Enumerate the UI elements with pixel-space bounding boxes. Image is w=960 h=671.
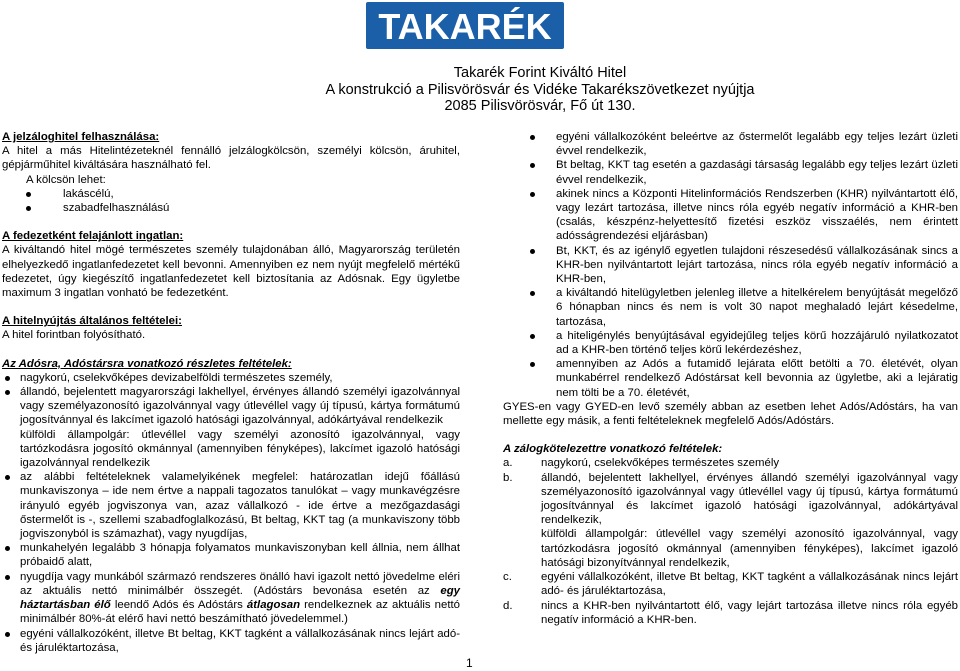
- list-item: munkahelyén legalább 3 hónapja folyamatos munkaviszonyban kell állnia, nem állhat próbaidő alatt,: [2, 541, 460, 569]
- kolcson-list: [2, 187, 460, 215]
- list-item: a hiteligénylés benyújtásával egyidejűleg teljes körű hozzájáruló nyilatkozatot ad a KHR-ben történő teljes körű lekérdezéshez,: [503, 329, 958, 357]
- item-text: állandó, bejelentett lakhellyel, érvényes állandó személyi igazolvánnyal vagy személyazonosító igazolvánnyal vagy útlevéllel vagy új típusú, kártya formátumú jogosítvánnyal és lakcímet igazoló hatósági igazolvánnyal, adókártyával rendelkezik, külföldi állampolgár: útlevéllel vagy személyi azonosító igazolvánnyal, vagy tartózkodásra jogosító okmánnyal (amennyiben fényképes), lakcímet igazoló hatósági bizonyítvánnyal rendelkezik,: [541, 471, 958, 569]
- item-text: nincs a KHR-ben nyilvántartott élő, vagy lejárt tartozása illetve nincs róla egyéb negatív információ a KHR-ben.: [541, 599, 958, 626]
- section-title-fedezet: A fedezetként felajánlott ingatlan:: [2, 230, 184, 243]
- list-item: az alábbi feltételeknek valamelyikének megfelel: határozatlan idejű főállású munkaviszonya – ide nem értve a nappali tagozatos tanulókat – vagy munkavégzésre irányuló egyéb jogviszonya van, azaz vállalkozó - ide értve a mezőgazdasági őstermelőt is -, szellemi szabadfoglalkozású, Bt beltag, KKT tag (a munkaviszony több jogviszonyból is számazhat), vagy nyugdíjas,: [2, 470, 460, 541]
- fedezet-text: A kiváltandó hitel mögé természetes személy tulajdonában álló, Magyarország területén elhelyezkedő ingatlanfedezetet kell bevonni. Amennyiben ez nem nyújt megfelelő mértékű fedezetet, úgy kiegészítő ingatlanfedezetet kell biztosítania az Adósnak. Egy ügyletbe maximum 3 ingatlan vonható be fedezetként.: [2, 244, 460, 300]
- list-item: akinek nincs a Központi Hitelinformációs Rendszerben (KHR) nyilvántartott élő, vagy lezárt tartozása, illetve nincs róla egyéb negatív információ a KHR-ben (csalás, készpénz-helyettesítő fizetési eszköz visszaélés, nem érintett adósságrendezési eljárásban): [503, 187, 958, 244]
- right-column: [503, 130, 958, 627]
- item-text: leendő Adós és Adóstárs: [110, 599, 247, 612]
- list-item: [503, 456, 958, 470]
- list-item: lakáscélú,: [2, 187, 460, 201]
- list-item: amennyiben az Adós a futamidő lejárata előtt betölti a 70. életévét, olyan munkabérrel rendelkező Adóstársat kell bevonnia az ügyletbe, aki a lejáratig nem tölti be a 70. életévét,: [503, 357, 958, 400]
- item-emphasis: egy háztartásban élő: [20, 584, 460, 612]
- item-text: nyugdíja vagy munkából származó rendszeres önálló havi igazolt nettó jövedelme eléri az aktuális nettó minimálbér összegét. (Adóstárs bevonása esetén az: [20, 570, 460, 597]
- list-marker: a.: [503, 457, 513, 470]
- item-text: egyéni vállalkozóként, illetve Bt beltag, KKT tagként a vállalkozásának nincs lejárt adó- és járuléktartozása,: [541, 571, 958, 598]
- list-item: állandó, bejelentett magyarországi lakhellyel, érvényes állandó személyi igazolvánnyal vagy személyazonosító igazolvánnyal vagy útlevéllel vagy új típusú, kártya formátumú jogosítvánnyal és lakcímet igazoló hatósági igazolvánnyal, adókártyával rendelkezik külföldi állampolgár: útlevéllel vagy személyi azonosító igazolvánnyal, vagy tartózkodásra jogosító okmánnyal (amennyiben fényképes), lakcímet igazoló hatósági igazolvánnyal rendelkezik: [2, 385, 460, 470]
- list-item: egyéni vállalkozóként, illetve Bt beltag, KKT tagként a vállalkozásának nincs lejárt adó- és járuléktartozása,: [2, 627, 460, 655]
- address-line: 2085 Pilisvörösvár, Fő út 130.: [444, 98, 636, 114]
- list-item: szabadfelhasználású: [2, 201, 460, 215]
- document-header: [160, 65, 920, 115]
- section-title-jelzalog: A jelzáloghitel felhasználása:: [2, 131, 160, 143]
- list-item: egyéni vállalkozóként beleértve az őstermelőt legalább egy teljes lezárt üzleti évvel rendelkezik,: [503, 130, 958, 158]
- adosra-list-continued: [503, 130, 958, 400]
- item-text: rendelkeznek az aktuális nettó minimálbér 80%-át elérő havi nettó beszámítható jövedelemmel.): [20, 599, 461, 626]
- list-item: [2, 570, 460, 627]
- zalog-list: [503, 456, 958, 626]
- left-column: [2, 130, 460, 655]
- feltetelei-text: A hitel forintban folyósítható.: [2, 329, 146, 342]
- section-title-adosra: Az Adósra, Adóstársra vonatkozó részletes feltételek:: [2, 357, 292, 370]
- list-marker: c.: [503, 571, 512, 584]
- list-marker: d.: [503, 599, 513, 612]
- gyes-text: GYES-en vagy GYED-en levő személy abban az esetben lehet Adós/Adóstárs, ha van mellette egy másik, a fenti feltételeknek megfelelő Adós/Adóstárs.: [503, 400, 958, 428]
- list-item: a kiváltandó hitelügyletben jelenleg illetve a hitelkérelem benyújtását megelőző 6 hónapban nincs és nem is volt 30 napot meghaladó lejárt késedelme, tartozása,: [503, 286, 958, 329]
- page-number: 1: [466, 656, 473, 670]
- item-emphasis: átlagosan: [246, 599, 301, 612]
- takarek-logo: [366, 2, 564, 49]
- jelzalog-text: A hitel a más Hitelintézeteknél fennálló jelzálogkölcsön, személyi kölcsön, áruhitel, gépjárműhitel kiváltására használható fel.: [2, 145, 460, 172]
- item-text: nagykorú, cselekvőképes természetes személy: [541, 457, 780, 470]
- list-item: nagykorú, cselekvőképes devizabelföldi természetes személy,: [2, 371, 460, 385]
- list-item: Bt beltag, KKT tag esetén a gazdasági társaság legalább egy teljes lezárt üzleti évvel rendelkezik,: [503, 158, 958, 186]
- kolcson-intro: A kölcsön lehet:: [26, 173, 106, 186]
- list-item: [503, 570, 958, 598]
- list-marker: b.: [503, 471, 513, 484]
- list-item: [503, 599, 958, 627]
- section-title-zalog: A zálogkötelezettre vonatkozó feltételek:: [503, 443, 723, 456]
- logo-text: TAKARÉK: [378, 6, 552, 47]
- product-title: Takarék Forint Kiváltó Hitel: [453, 65, 627, 81]
- list-item: [503, 471, 958, 570]
- adosra-list: [2, 371, 460, 655]
- provider-line: A konstrukció a Pilisvörösvár és Vidéke Takarékszövetkezet nyújtja: [325, 81, 755, 98]
- section-title-feltetelei: A hitelnyújtás általános feltételei:: [2, 315, 182, 328]
- list-item: Bt, KKT, és az igénylő egyetlen tulajdoni részesedésű vállalkozásának sincs a KHR-ben nyilvántartott lejárt tartozása, nincs róla egyéb negatív információ a KHR-ben,: [503, 244, 958, 287]
